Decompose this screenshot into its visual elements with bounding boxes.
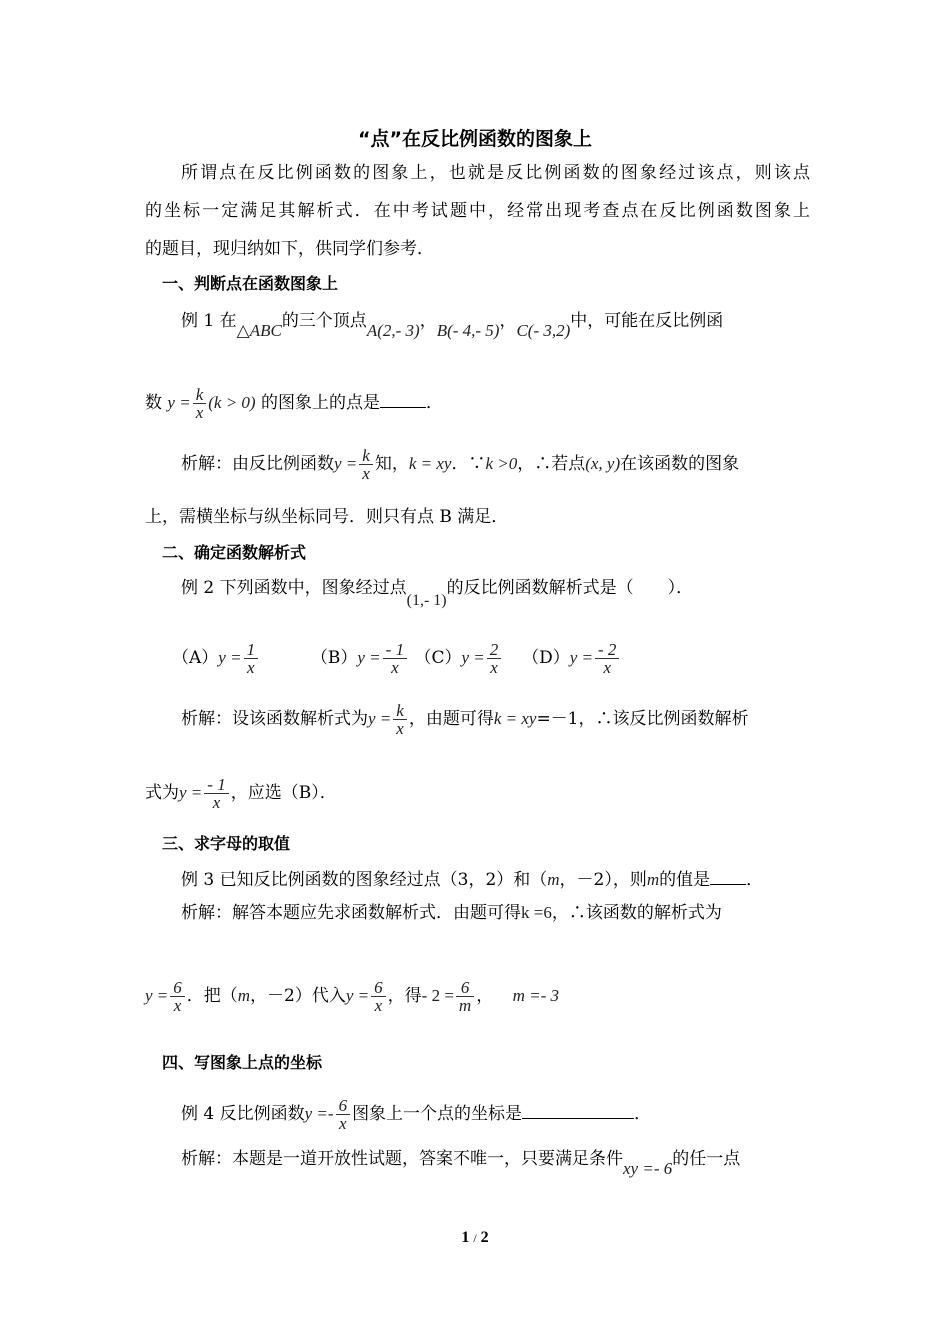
analysis-1-line-2: 上，需横坐标与纵坐标同号．则只有点 B 满足． <box>145 507 509 527</box>
point-1-neg1: (1,- 1) <box>406 592 447 609</box>
option-c: （C） <box>414 648 462 668</box>
section-4-heading: 四、写图象上点的坐标 <box>162 1053 323 1072</box>
document-title: “点”在反比例函数的图象上 <box>358 128 592 150</box>
example-3-line-1: 例 3 已知反比例函数的图象经过点（3，2）和（m，－2），则m的值是 ． <box>181 870 764 890</box>
answer-blank-3 <box>710 868 746 885</box>
option-d: （D） <box>522 648 570 668</box>
section-2-heading: 二、确定函数解析式 <box>162 543 307 562</box>
section-1-heading: 一、判断点在函数图象上 <box>162 274 339 293</box>
fraction-k-over-x: $\frac{k}{x}$ <box>193 386 207 421</box>
example-2-line-1: 例 2 下列函数中，图象经过点(1,- 1)的反比例函数解析式是（ ）． <box>181 578 694 609</box>
intro-line-1: 所谓点在反比例函数的图象上，也就是反比例函数的图象经过该点，则该点 <box>181 163 810 183</box>
example-2-options: （A）y = $\frac{1}{x}$ （B）y = $\frac{- 1}{x}$ （C）y = $\frac{2}{x}$ （D）y = $\frac{- 2}{x}$ <box>172 641 812 676</box>
analysis-2-line-1: 析解：设该函数解析式为y = $\frac{k}{x}$ ，由题可得k = xy=－1，∴该反比例函数解析 <box>181 701 749 738</box>
analysis-4-line-1: 析解：本题是一道开放性试题，答案不唯一，只要满足条件xy =- 6的任一点 <box>181 1149 741 1178</box>
analysis-3-line-2: y = $\frac{6}{x}$ ．把（m，－2）代入y = $\frac{6}{x}$ ，得- 2 = $\frac{6}{m}$ ， m =- 3 <box>145 978 560 1015</box>
point-a: A(2,- 3) <box>366 321 420 340</box>
analysis-3-line-1: 析解：解答本题应先求函数解析式．由题可得k =6，∴该函数的解析式为 <box>181 903 722 923</box>
analysis-2-line-2: 式为y = $\frac{- 1}{x}$ ，应选（B）． <box>145 775 337 812</box>
analysis-1-line-1: 析解：由反比例函数y = $\frac{k}{x}$ 知，k = xy．∵k >0，∴若点(x, y)在该函数的图象 <box>181 446 740 483</box>
example-4-line-1: 例 4 反比例函数y =- $\frac{6}{x}$ 图象上一个点的坐标是 ． <box>181 1096 652 1133</box>
option-b: （B） <box>310 648 358 668</box>
example-1-line-2: 数 y = $\frac{k}{x}$ (k > 0) 的图象上的点是 ． <box>145 385 443 422</box>
answer-blank-1 <box>380 391 426 408</box>
answer-blank-4 <box>522 1102 634 1119</box>
triangle-abc: △ABC <box>236 321 282 340</box>
point-b: B(- 4,- 5) <box>436 321 500 340</box>
section-3-heading: 三、求字母的取值 <box>162 834 291 853</box>
intro-line-3: 的题目，现归纳如下，供同学们参考． <box>145 239 434 259</box>
page-number: 1 / 2 <box>461 1229 489 1246</box>
intro-line-2: 的坐标一定满足其解析式．在中考试题中，经常出现考查点在反比例函数图象上 <box>145 201 810 221</box>
option-a: （A） <box>172 648 219 668</box>
example-1-line-1: 例 1 在△ABC的三个顶点A(2,- 3)，B(- 4,- 5)，C(- 3,2)中，可能在反比例函 <box>181 311 724 340</box>
point-c: C(- 3,2) <box>516 321 571 340</box>
